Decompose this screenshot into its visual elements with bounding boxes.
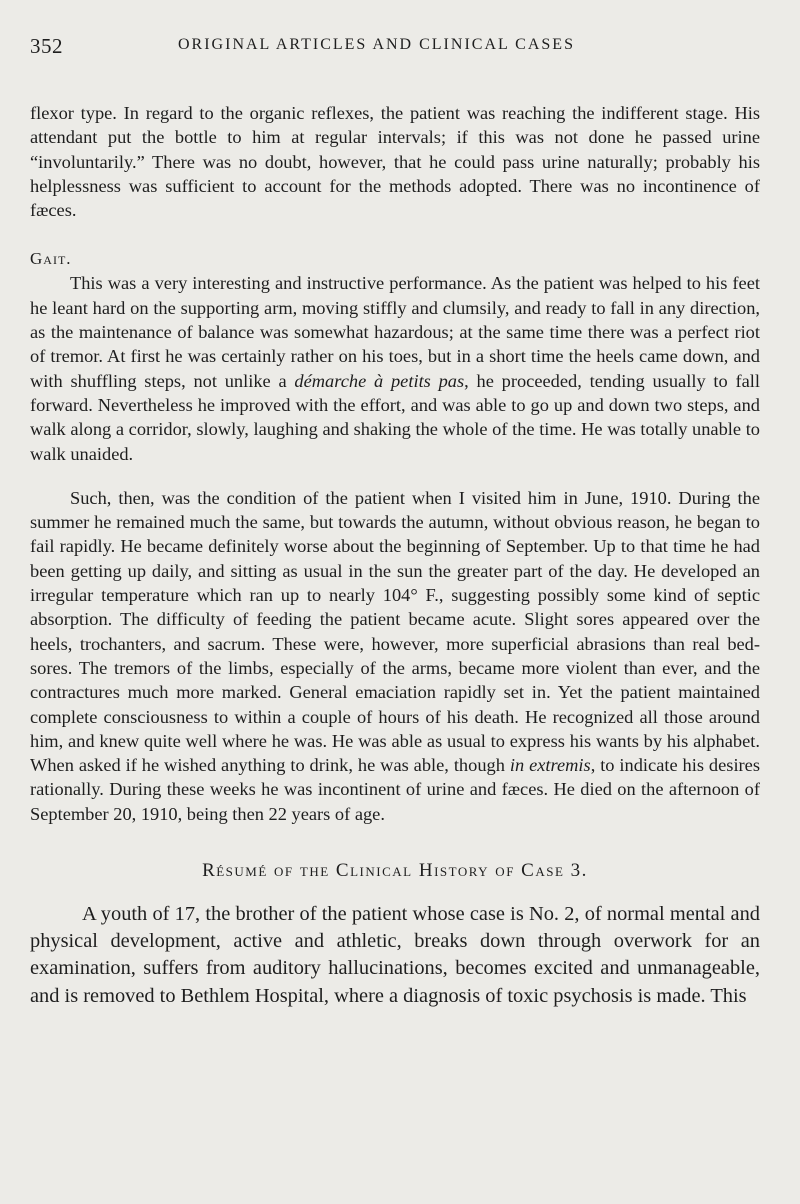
gait-label-text: Gait. (30, 249, 72, 269)
running-head (30, 28, 760, 68)
gait-text-part2: , he proceeded, tending usually to fall forward. Nevertheless he improved with the effort, and was able to go up and down two steps, and walk along a corridor, slowly, laughing and shaking the whole of the time. He was totally unable to walk unaided. (30, 370, 760, 464)
paragraph-organic-reflexes: flexor type. In regard to the organic reflexes, the patient was reaching the indifferent stage. His attendant put the bottle to him at regular intervals; if this was not done he passed urine “involuntarily.” There was no doubt, however, that he could pass urine naturally; probably his helplessness was sufficient to account for the methods adopted. There was no incontinence of fæces. (30, 103, 760, 221)
section-label-gait (30, 247, 760, 271)
running-title: ORIGINAL ARTICLES AND CLINICAL CASES (178, 36, 575, 53)
gait-italic-phrase: démarche à petits pas (294, 370, 465, 391)
paragraph-case-3-summary: A youth of 17, the brother of the patient whose case is No. 2, of normal mental and physical development, active and athletic, breaks down through overwork for an examination, suffers from auditory hallucinations, becomes excited and unmanageable, and is removed to Bethlem Hospital, where a diagnosis of toxic psychosis is made. This (30, 903, 760, 1007)
gait-text-part1: This was a very interesting and instructive performance. As the patient was helped to his feet he leant hard on the supporting arm, moving stiffly and clumsily, and ready to fall in any direction, as the maintenance of balance was somewhat hazardous; at the same time there was a perfect riot of tremor. At first he was certainly rather on his toes, but in a short time the heels came down, and with shuffling steps, not unlike a (30, 273, 760, 391)
paragraph-decline (30, 486, 760, 826)
resume-heading: Résumé of the Clinical History of Case 3. (202, 860, 588, 882)
page-number: 352 (30, 34, 63, 58)
decline-text-part1: Such, then, was the condition of the patient when I visited him in June, 1910. During the summer he remained much the same, but towards the autumn, without obvious reason, he began to fail rapidly. He became definitely worse about the beginning of September. Up to that time he had been getting up daily, and sitting as usual in the sun the greater part of the day. He developed an irregular temperature which ran up to nearly 104° F., suggesting possibly some kind of septic absorption. The difficulty of feeding the patient became acute. Slight sores appeared over the heels, trochanters, and sacrum. These were, however, more superficial abrasions than real bed-sores. The tremors of the limbs, especially of the arms, became more violent than ever, and the contractures much more marked. General emaciation rapidly set in. Yet the patient maintained complete consciousness to within a couple of hours of his death. He recognized all those around him, and knew quite well where he was. He was able as usual to express his wants by his alphabet. When asked if he wished anything to drink, he was able, though (30, 487, 760, 776)
decline-italic-phrase: in extremis (509, 755, 591, 776)
paragraph-gait (30, 271, 760, 465)
decline-text-part2: , to indicate his desires rationally. During these weeks he was incontinent of urine and fæces. He died on the afternoon of September 20, 1910, being then 22 years of age. (30, 755, 760, 824)
